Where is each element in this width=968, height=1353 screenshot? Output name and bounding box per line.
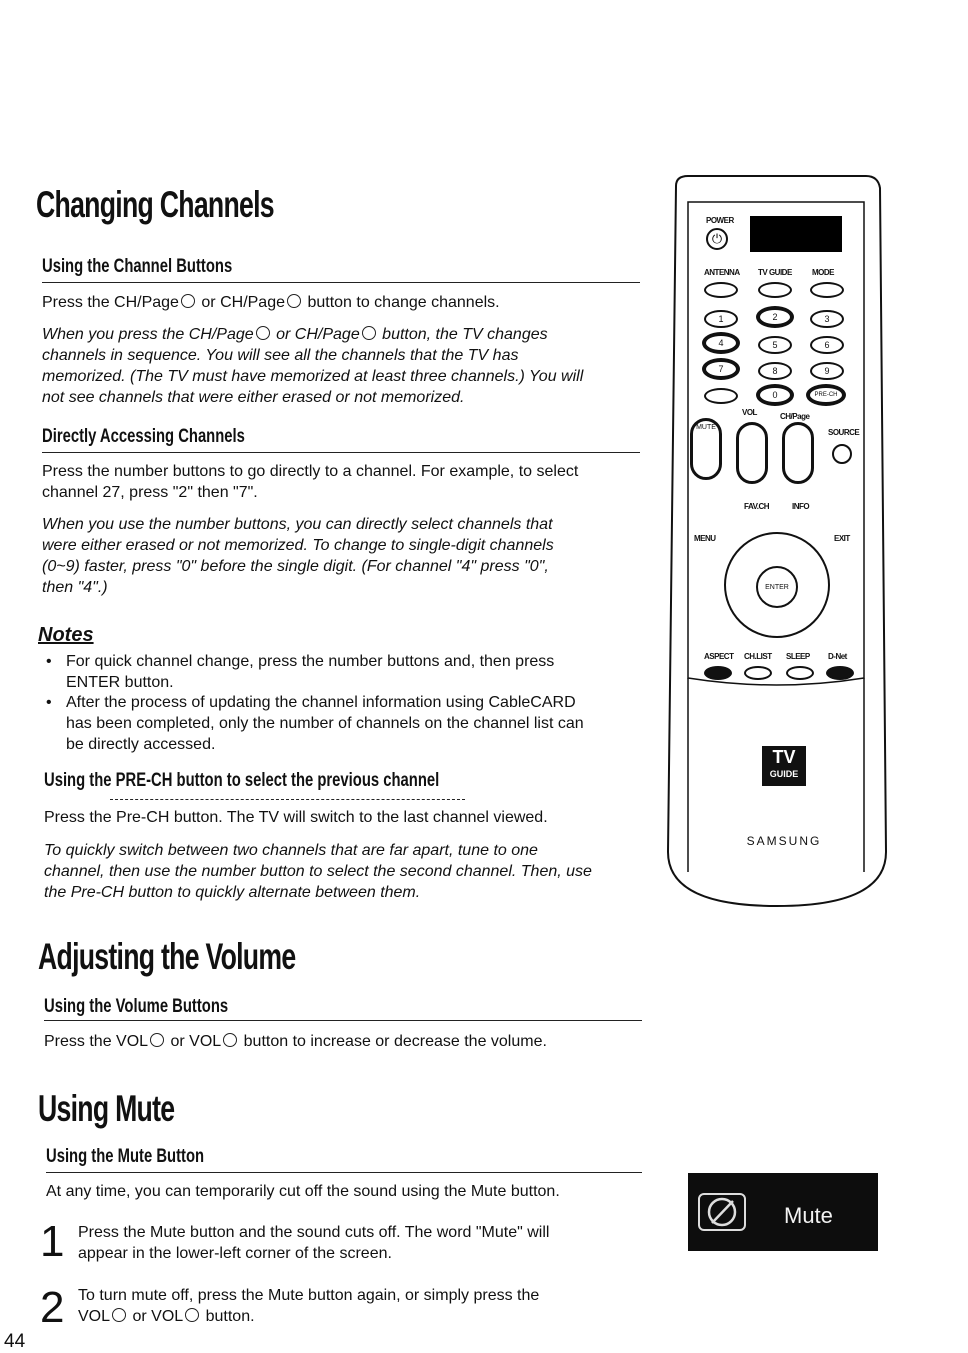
channel-up-icon <box>181 294 195 308</box>
page-number: 44 <box>4 1331 26 1352</box>
note-item: • For quick channel change, press the number buttons and, then press ENTER button. <box>46 653 555 691</box>
notes-heading: Notes <box>38 624 94 646</box>
heading-prech: Using the PRE-CH button to select the previous channel <box>44 770 440 791</box>
divider <box>42 452 640 453</box>
volume-up-icon <box>112 1308 126 1322</box>
antenna-button <box>704 282 738 298</box>
paragraph: Press the number buttons to go directly to a channel. For example, to select channel 27, press "2" then "7". <box>42 463 579 501</box>
power-button: ⏻ <box>706 228 728 250</box>
heading-mute-button: Using the Mute Button <box>46 1146 205 1167</box>
menu-label: MENU <box>694 534 716 543</box>
paragraph: Press the CH/Page or CH/Page button to change channels. <box>42 294 500 311</box>
channel-up-icon <box>256 326 270 340</box>
volume-down-icon <box>185 1308 199 1322</box>
step-number: 1 <box>40 1217 65 1266</box>
divider <box>46 1172 642 1173</box>
mode-button <box>810 282 844 298</box>
section-title-volume: Adjusting the Volume <box>38 936 296 977</box>
digit-2-button: 2 <box>756 306 794 328</box>
heading-directly-accessing: Directly Accessing Channels <box>42 426 245 447</box>
digit-7-button: 7 <box>702 358 740 380</box>
tv-guide-logo: TV GUIDE <box>762 746 806 786</box>
digit-9-button: 9 <box>810 362 844 380</box>
enter-button: ENTER <box>756 566 798 608</box>
power-label: POWER <box>706 216 734 225</box>
digit-1-button: 1 <box>704 310 738 328</box>
note-item: • After the process of updating the channel information using CableCARD has been completed, only the number of channels on the channel list can be directly accessed. <box>46 694 584 753</box>
volume-rocker <box>736 422 768 484</box>
paragraph: When you press the CH/Page or CH/Page button, the TV changes channels in sequence. You will see all the channels that the TV has memorized. (The TV must have memorized at least three channels.) You will not see channels that were either erased or not memorized. <box>42 326 584 406</box>
ch-page-label: CH/Page <box>780 412 810 421</box>
aspect-button <box>704 666 732 680</box>
channel-down-icon <box>287 294 301 308</box>
channel-down-icon <box>362 326 376 340</box>
digit-3-button: 3 <box>810 310 844 328</box>
section-title-changing-channels: Changing Channels <box>36 184 274 225</box>
ch-list-label: CH.LIST <box>744 652 772 661</box>
brand-logo: SAMSUNG <box>746 834 822 848</box>
digit-0-button: 0 <box>756 384 794 406</box>
ch-list-button <box>744 666 772 680</box>
dash-button <box>704 388 738 404</box>
volume-up-icon <box>150 1033 164 1047</box>
mute-osd-label: Mute <box>784 1203 833 1228</box>
aspect-label: ASPECT <box>704 652 734 661</box>
digit-5-button: 5 <box>758 336 792 354</box>
exit-label: EXIT <box>834 534 850 543</box>
mode-label: MODE <box>812 268 834 277</box>
remote-control-illustration <box>664 172 890 908</box>
info-label: INFO <box>792 502 810 511</box>
d-net-button <box>826 666 854 680</box>
step-text: To turn mute off, press the Mute button again, or simply press the VOL or VOL button. <box>78 1287 540 1325</box>
fav-ch-label: FAV.CH <box>744 502 770 511</box>
source-label: SOURCE <box>828 428 860 437</box>
pre-ch-button: PRE-CH <box>806 384 846 406</box>
divider <box>44 1020 642 1021</box>
heading-volume-buttons: Using the Volume Buttons <box>44 996 229 1017</box>
section-title-mute: Using Mute <box>38 1088 175 1129</box>
paragraph: Press the Pre-CH button. The TV will switch to the last channel viewed. <box>44 809 548 826</box>
paragraph: At any time, you can temporarily cut off the sound using the Mute button. <box>46 1183 560 1200</box>
digit-4-button: 4 <box>702 332 740 354</box>
divider <box>110 799 465 800</box>
mute-button <box>690 418 722 480</box>
digit-6-button: 6 <box>810 336 844 354</box>
sleep-button <box>786 666 814 680</box>
paragraph: When you use the number buttons, you can directly select channels that were either erased or not memorized. To change to single-digit channels (0~9) faster, press "0" before the single digit. (For channel "4" press "0", then "4".) <box>42 516 554 596</box>
paragraph: To quickly switch between two channels that are far apart, tune to one channel, then use the number button to select the second channel. Then, use the Pre-CH button to quickly alternate between them. <box>44 842 592 901</box>
channel-rocker <box>782 422 814 484</box>
mute-osd-indicator <box>688 1173 878 1251</box>
d-net-label: D-Net <box>828 652 847 661</box>
source-button <box>832 444 852 464</box>
step-text: Press the Mute button and the sound cuts off. The word "Mute" will appear in the lower-left corner of the screen. <box>78 1224 550 1262</box>
heading-channel-buttons: Using the Channel Buttons <box>42 256 233 277</box>
tv-guide-button <box>758 282 792 298</box>
sleep-label: SLEEP <box>786 652 810 661</box>
digit-8-button: 8 <box>758 362 792 380</box>
antenna-label: ANTENNA <box>704 268 740 277</box>
divider <box>42 282 640 283</box>
mute-label: MUTE <box>696 424 716 431</box>
remote-display <box>750 216 842 252</box>
paragraph: Press the VOL or VOL button to increase or decrease the volume. <box>44 1033 547 1050</box>
mute-icon <box>698 1193 746 1231</box>
tv-guide-label: TV GUIDE <box>758 268 792 277</box>
step-number: 2 <box>40 1283 65 1332</box>
vol-label: VOL <box>742 408 757 417</box>
volume-down-icon <box>223 1033 237 1047</box>
